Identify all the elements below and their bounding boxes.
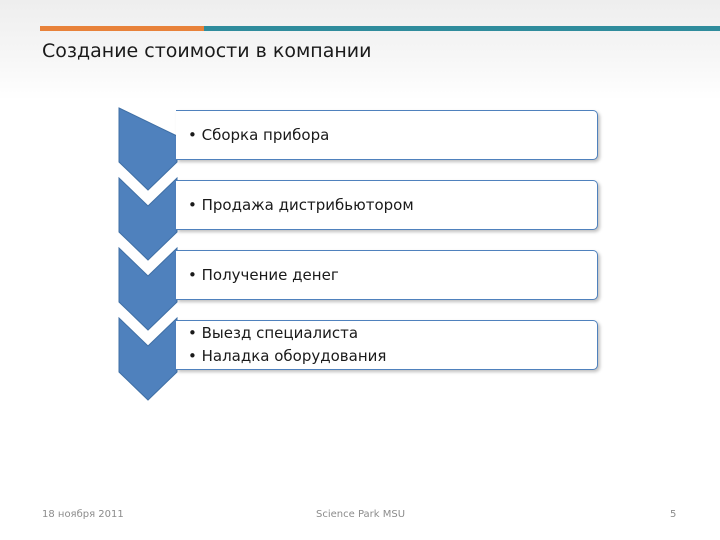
- step-4-line-1: • Выезд специалиста: [188, 324, 359, 342]
- footer-center-text: Science Park MSU: [316, 509, 406, 520]
- step-box-3: [176, 250, 598, 300]
- step-3-line-1: • Получение денег: [188, 265, 339, 284]
- slide-title: Создание стоимости в компании: [42, 40, 372, 62]
- step-box-4: [176, 320, 598, 370]
- step-4-line-2: • Наладка оборудования: [188, 347, 387, 365]
- step-box-2: [176, 180, 598, 230]
- step-2-line-1: • Продажа дистрибьютором: [188, 195, 414, 214]
- step-1-line-1: • Сборка прибора: [188, 125, 330, 144]
- footer-page-number: 5: [670, 509, 677, 520]
- footer-date: 18 ноября 2011: [42, 509, 124, 520]
- chevron-1: [119, 108, 177, 190]
- step-box-1: [176, 110, 598, 160]
